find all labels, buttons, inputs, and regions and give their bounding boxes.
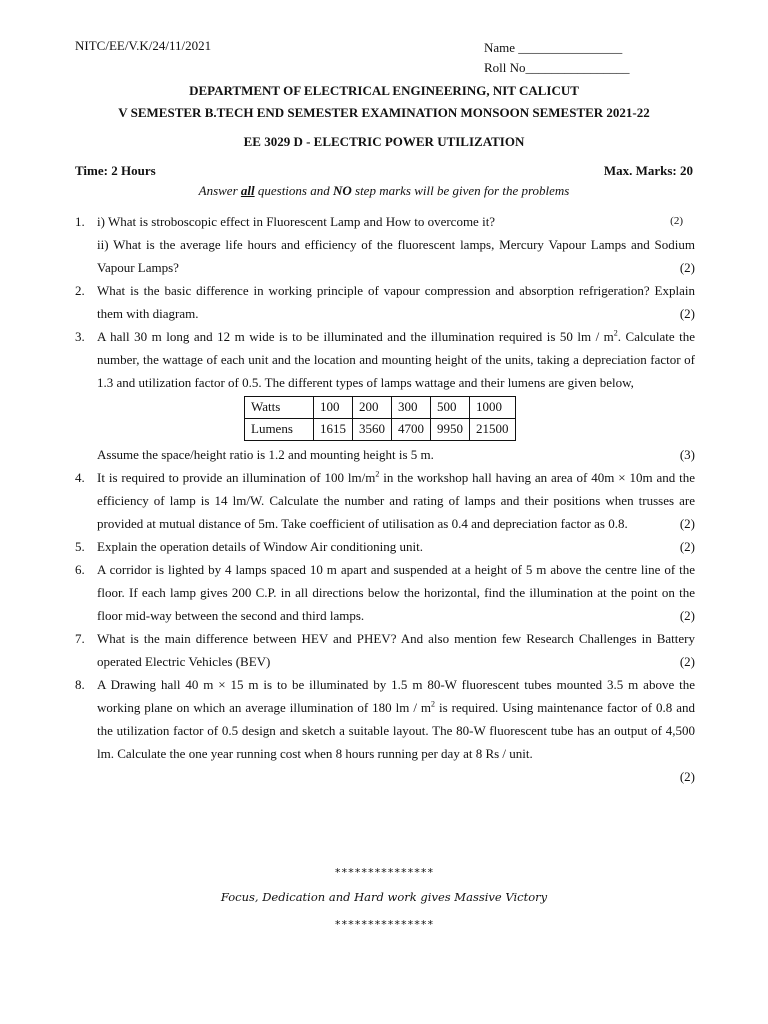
- question-1: [75, 210, 695, 279]
- superscript: 2: [375, 469, 380, 479]
- exam-duration: Time: 2 Hours: [75, 163, 156, 178]
- question-8: [75, 673, 695, 788]
- question-body: [97, 535, 695, 558]
- question-number: 2.: [75, 283, 85, 298]
- question-text: in the workshop hall having an area of 40m × 10m and the efficiency of lamp is 14 lm/W. Calculate the number and rating of lamps and their positions when trusses are provided at mutual distance of 5m. Take coefficient of utilisation as 0.4 and depreciation factor as 0.8.: [97, 470, 696, 531]
- marks: (2): [679, 516, 695, 531]
- question-text: A corridor is lighted by 4 lamps spaced 10 m apart and suspended at a height of 5 m above the centre line of the floor. If each lamp gives 200 C.P. in all directions below the horizontal, find the illumination at the point on the floor mid-way between the second and third lamps.: [97, 562, 695, 623]
- question-1-part-ii: [97, 233, 695, 279]
- question-body: [97, 673, 695, 765]
- table-cell: 100: [314, 397, 353, 419]
- name-field: Name ________________: [484, 40, 623, 55]
- question-body: [97, 466, 695, 535]
- instruction-text: step marks will be given for the problems: [351, 183, 570, 198]
- question-text: What is the main difference between HEV and PHEV? And also mention few Research Challenges in Battery operated Electric Vehicles (BEV): [97, 631, 695, 669]
- question-2: [75, 279, 695, 325]
- course-title: EE 3029 D - ELECTRIC POWER UTILIZATION: [243, 134, 525, 149]
- footer-divider-bottom: ***************: [334, 918, 434, 931]
- marks: (2): [679, 260, 695, 275]
- question-7: [75, 627, 695, 673]
- question-6: [75, 558, 695, 627]
- question-body: [97, 279, 695, 325]
- question-number: 7.: [75, 631, 85, 646]
- table-cell: 4700: [392, 419, 431, 441]
- question-5: [75, 535, 695, 558]
- question-number: 1.: [75, 214, 85, 229]
- question-number: 8.: [75, 677, 85, 692]
- question-text: . Calculate the number, the wattage of each unit and the location and mounting height of the units, taking a depreciation factor of 1.3 and utilization factor of 0.5. The different types of lamps wattage and their lumens are given below,: [97, 329, 696, 390]
- question-text: What is the basic difference in working principle of vapour compression and absorption refrigeration? Explain them with diagram.: [97, 283, 695, 321]
- question-body: [97, 558, 695, 627]
- marks: (2): [679, 769, 695, 784]
- lamp-table: [244, 396, 516, 441]
- question-text: Explain the operation details of Window Air conditioning unit.: [97, 539, 423, 554]
- question-text: Assume the space/height ratio is 1.2 and mounting height is 5 m.: [97, 447, 434, 462]
- instruction-no: NO: [332, 183, 352, 198]
- footer-motto: Focus, Dedication and Hard work gives Massive Victory: [220, 890, 548, 904]
- marks: (3): [679, 447, 695, 462]
- question-number: 4.: [75, 470, 85, 485]
- question-4: [75, 466, 695, 535]
- question-text: A hall 30 m long and 12 m wide is to be illuminated and the illumination required is 50 lm / m: [97, 329, 614, 344]
- table-cell: 500: [431, 397, 470, 419]
- table-cell: 200: [353, 397, 392, 419]
- document-reference: NITC/EE/V.K/24/11/2021: [75, 38, 212, 53]
- question-number: 5.: [75, 539, 85, 554]
- max-marks: Max. Marks: 20: [603, 163, 693, 178]
- student-fields: [484, 38, 630, 78]
- marks: (2): [679, 608, 695, 623]
- question-3: [75, 325, 695, 466]
- question-text: is required. Using maintenance factor of 0.8 and the utilization factor of 0.5 design and sketch a suitable layout. The 80-W fluorescent tube has an output of 4,500 lm. Calculate the one year running cost when 8 hours running per day at 8 Rs / unit.: [97, 700, 695, 761]
- marks: (2): [679, 539, 695, 554]
- marks: (2): [679, 654, 695, 669]
- question-number: 3.: [75, 329, 85, 344]
- table-cell: 3560: [353, 419, 392, 441]
- instruction-text: questions and: [254, 183, 333, 198]
- question-number: 6.: [75, 562, 85, 577]
- question-1-part-i: [97, 210, 695, 233]
- question-text: A Drawing hall 40 m × 15 m is to be illuminated by 1.5 m 80-W fluorescent tubes mounted 3.5 m above the working plane on which an average illumination of 180 lm / m: [97, 677, 695, 715]
- footer-divider-top: ***************: [334, 866, 434, 879]
- superscript: 2: [613, 328, 618, 338]
- marks: (2): [670, 215, 683, 227]
- table-cell: 9950: [431, 419, 470, 441]
- roll-no-field: Roll No________________: [484, 60, 630, 75]
- table-header-cell: Lumens: [245, 419, 314, 441]
- table-cell: 1000: [470, 397, 516, 419]
- superscript: 2: [431, 699, 436, 709]
- table-cell: 1615: [314, 419, 353, 441]
- exam-heading: V SEMESTER B.TECH END SEMESTER EXAMINATION MONSOON SEMESTER 2021-22: [118, 105, 650, 120]
- question-text: It is required to provide an illumination of 100 lm/m: [97, 470, 376, 485]
- instruction-all: all: [240, 183, 255, 198]
- instructions: [0, 183, 768, 199]
- question-note: [97, 443, 695, 466]
- table-cell: 300: [392, 397, 431, 419]
- question-body: [97, 627, 695, 673]
- question-body: [97, 325, 695, 394]
- marks: (2): [679, 306, 695, 321]
- table-cell: 21500: [470, 419, 516, 441]
- department-heading: DEPARTMENT OF ELECTRICAL ENGINEERING, NIT CALICUT: [189, 83, 579, 98]
- table-header-cell: Watts: [245, 397, 314, 419]
- instruction-text: Answer: [198, 183, 241, 198]
- question-8-marks-line: [97, 765, 695, 788]
- watts-row: [245, 397, 516, 419]
- question-list: [75, 210, 695, 788]
- question-text: ii) What is the average life hours and efficiency of the fluorescent lamps, Mercury Vapour Lamps and Sodium Vapour Lamps?: [97, 237, 695, 275]
- lumens-row: [245, 419, 516, 441]
- question-text: i) What is stroboscopic effect in Fluorescent Lamp and How to overcome it?: [97, 214, 496, 229]
